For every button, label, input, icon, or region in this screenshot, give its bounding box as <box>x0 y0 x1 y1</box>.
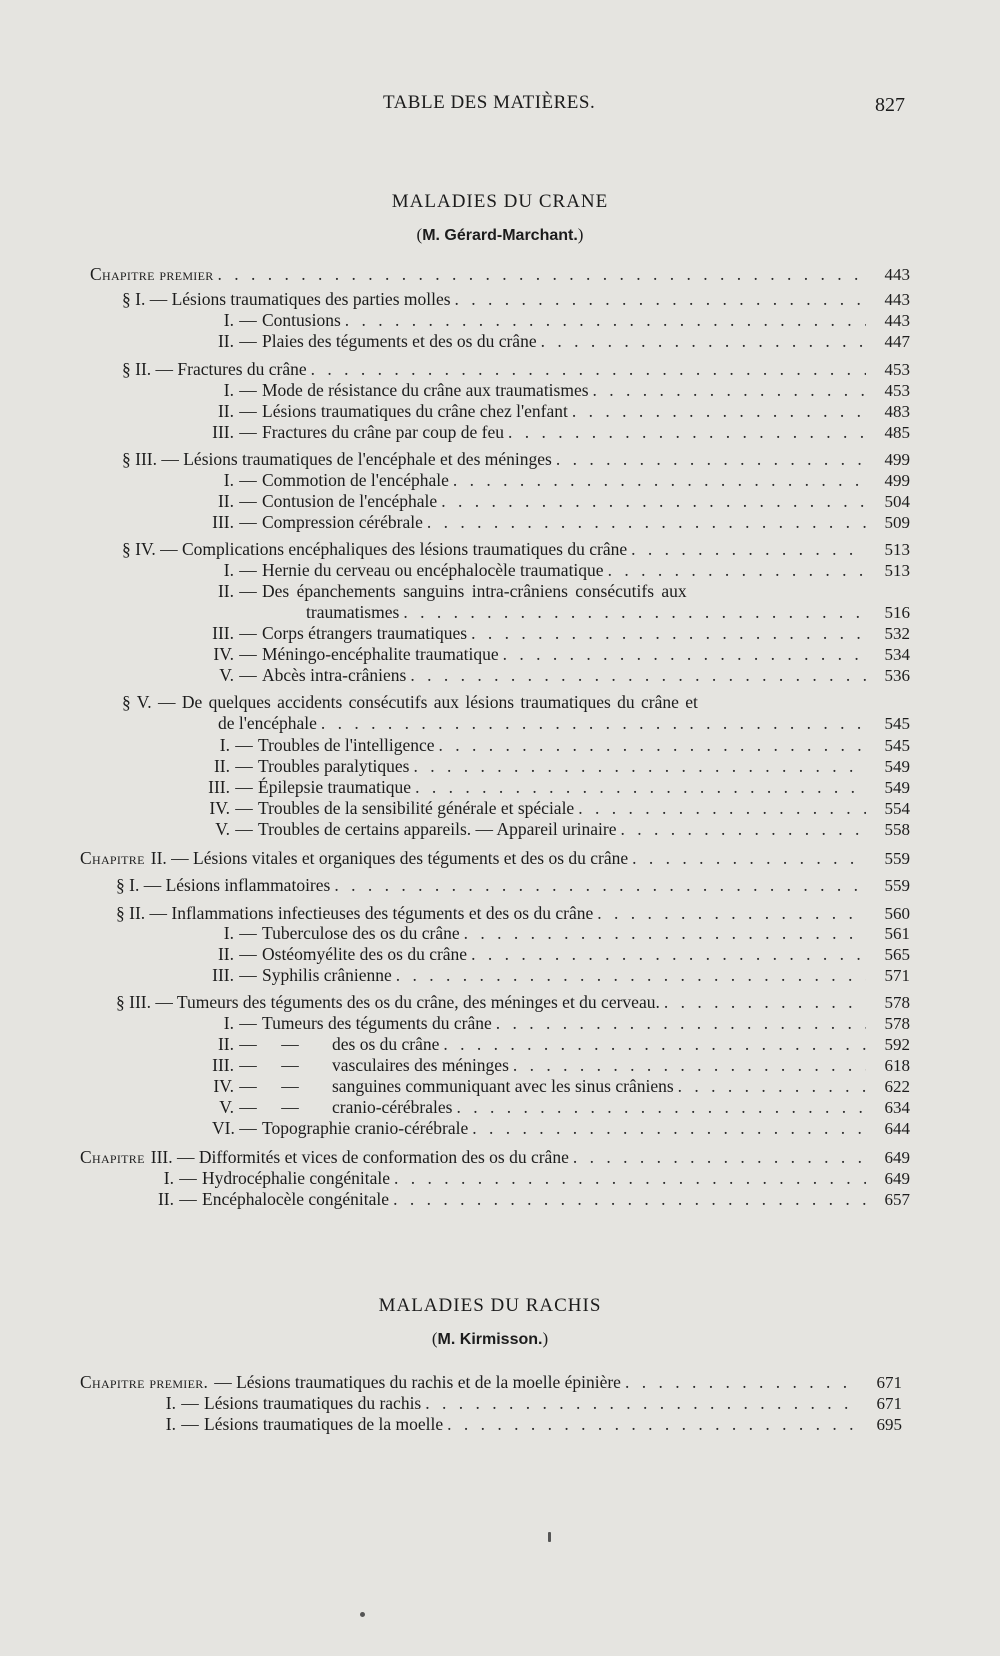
toc-entry-continuation: de l'encéphale . . . 545 <box>218 712 910 734</box>
toc-entry: § III. — Lésions traumatiques de l'encéphale et des méninges . . . 499 <box>122 448 910 470</box>
paper-speck <box>548 1532 551 1542</box>
section-title-rachis: MALADIES DU RACHIS <box>378 1295 602 1316</box>
toc-entry: II. — Des épanchements sanguins intra-crâniens consécutifs aux <box>217 581 687 601</box>
toc-entry: § I. — Lésions inflammatoires . . . 559 <box>116 874 910 896</box>
toc-entry: § IV. — Complications encéphaliques des lésions traumatiques du crâne . . . 513 <box>122 538 910 560</box>
toc-entry: III. — Corps étrangers traumatiques . . . 532 <box>212 622 910 644</box>
toc-entry: I. — Hernie du cerveau ou encéphalocèle traumatique . . . 513 <box>212 559 910 581</box>
toc-entry: I. — Lésions traumatiques de la moelle . . . 695 <box>150 1413 902 1435</box>
toc-entry: I. — Tumeurs des téguments du crâne . . . 578 <box>212 1012 910 1034</box>
toc-entry: III. — Syphilis crânienne . . . 571 <box>212 964 910 986</box>
toc-entry: § II. — Fractures du crâne . . . 453 <box>122 358 910 380</box>
toc-entry: II. — Encéphalocèle congénitale . . . 657 <box>138 1188 910 1210</box>
toc-entry: III. — Fractures du crâne par coup de feu . . . 485 <box>212 421 910 443</box>
toc-entry: I. — Troubles de l'intelligence . . . 545 <box>208 734 910 756</box>
toc-entry: § III. — Tumeurs des téguments des os du crâne, des méninges et du cerveau. . . . 578 <box>116 991 910 1013</box>
page-ref: 443 <box>884 265 910 284</box>
toc-entry: II. — Troubles paralytiques . . . 549 <box>208 755 910 777</box>
dot-leader <box>455 288 866 310</box>
toc-entry: Chapitre premier . . . 443 <box>90 263 910 285</box>
toc-entry: I. — Tuberculose des os du crâne . . . 561 <box>212 922 910 944</box>
toc-entry: III. — Épilepsie traumatique . . . 549 <box>208 776 910 798</box>
toc-entry: IV. — — sanguines communiquant avec les sinus crâniens . . . 622 <box>212 1075 910 1097</box>
toc-entry: III. — — vasculaires des méninges . . . 618 <box>212 1054 910 1076</box>
toc-entry: I. — Lésions traumatiques du rachis . . . 671 <box>150 1392 902 1414</box>
author-name: M. Gérard-Marchant. <box>422 227 578 244</box>
toc-entry: V. — Abcès intra-crâniens . . . 536 <box>212 664 910 686</box>
toc-entry: I. — Contusions . . . 443 <box>212 309 910 331</box>
toc-entry: IV. — Troubles de la sensibilité générale et spéciale . . . 554 <box>208 797 910 819</box>
toc-entry: § V. — De quelques accidents consécutifs aux lésions traumatiques du crâne et <box>122 692 698 712</box>
section-title-crane: MALADIES DU CRANE <box>391 191 609 212</box>
toc-entry: § II. — Inflammations infectieuses des téguments et des os du crâne . . . 560 <box>116 902 910 924</box>
toc-entry: II. — Contusion de l'encéphale . . . 504 <box>212 490 910 512</box>
toc-entry-continuation: traumatismes . . . 516 <box>306 601 910 623</box>
running-title: TABLE DES MATIÈRES. <box>383 92 596 113</box>
toc-entry: I. — Mode de résistance du crâne aux traumatismes . . . 453 <box>212 379 910 401</box>
paper-speck <box>360 1612 365 1617</box>
toc-entry: I. — Hydrocéphalie congénitale . . . 649 <box>138 1167 910 1189</box>
toc-entry: V. — Troubles de certains appareils. — Appareil urinaire . . . 558 <box>208 818 910 840</box>
toc-entry: II. — Lésions traumatiques du crâne chez l'enfant . . . 483 <box>212 400 910 422</box>
toc-entry: III. — Compression cérébrale . . . 509 <box>212 511 910 533</box>
toc-entry: II. — Ostéomyélite des os du crâne . . . 565 <box>212 943 910 965</box>
toc-entry: § I. — Lésions traumatiques des parties molles . . . 443 <box>122 288 910 310</box>
author-name: M. Kirmisson. <box>437 1331 543 1348</box>
dot-leader <box>218 263 866 285</box>
section-author-crane: (M. Gérard-Marchant.) <box>416 225 584 244</box>
section-author-rachis: (M. Kirmisson.) <box>431 1329 549 1348</box>
toc-entry: II. — Plaies des téguments et des os du crâne . . . 447 <box>212 330 910 352</box>
toc-chapter: Chapitre II. — Lésions vitales et organiques des téguments et des os du crâne . . . 559 <box>80 847 910 869</box>
toc-entry: II. — — des os du crâne . . . 592 <box>212 1033 910 1055</box>
toc-entry: VI. — Topographie cranio-cérébrale . . . 644 <box>212 1117 910 1139</box>
toc-chapter: Chapitre premier. — Lésions traumatiques du rachis et de la moelle épinière . . . 671 <box>80 1371 902 1393</box>
toc-chapter: Chapitre III. — Difformités et vices de conformation des os du crâne . . . 649 <box>80 1146 910 1168</box>
toc-entry: V. — — cranio-cérébrales . . . 634 <box>212 1096 910 1118</box>
toc-entry: IV. — Méningo-encéphalite traumatique . . . 534 <box>212 643 910 665</box>
page-number: 827 <box>875 94 905 116</box>
toc-entry: I. — Commotion de l'encéphale . . . 499 <box>212 469 910 491</box>
